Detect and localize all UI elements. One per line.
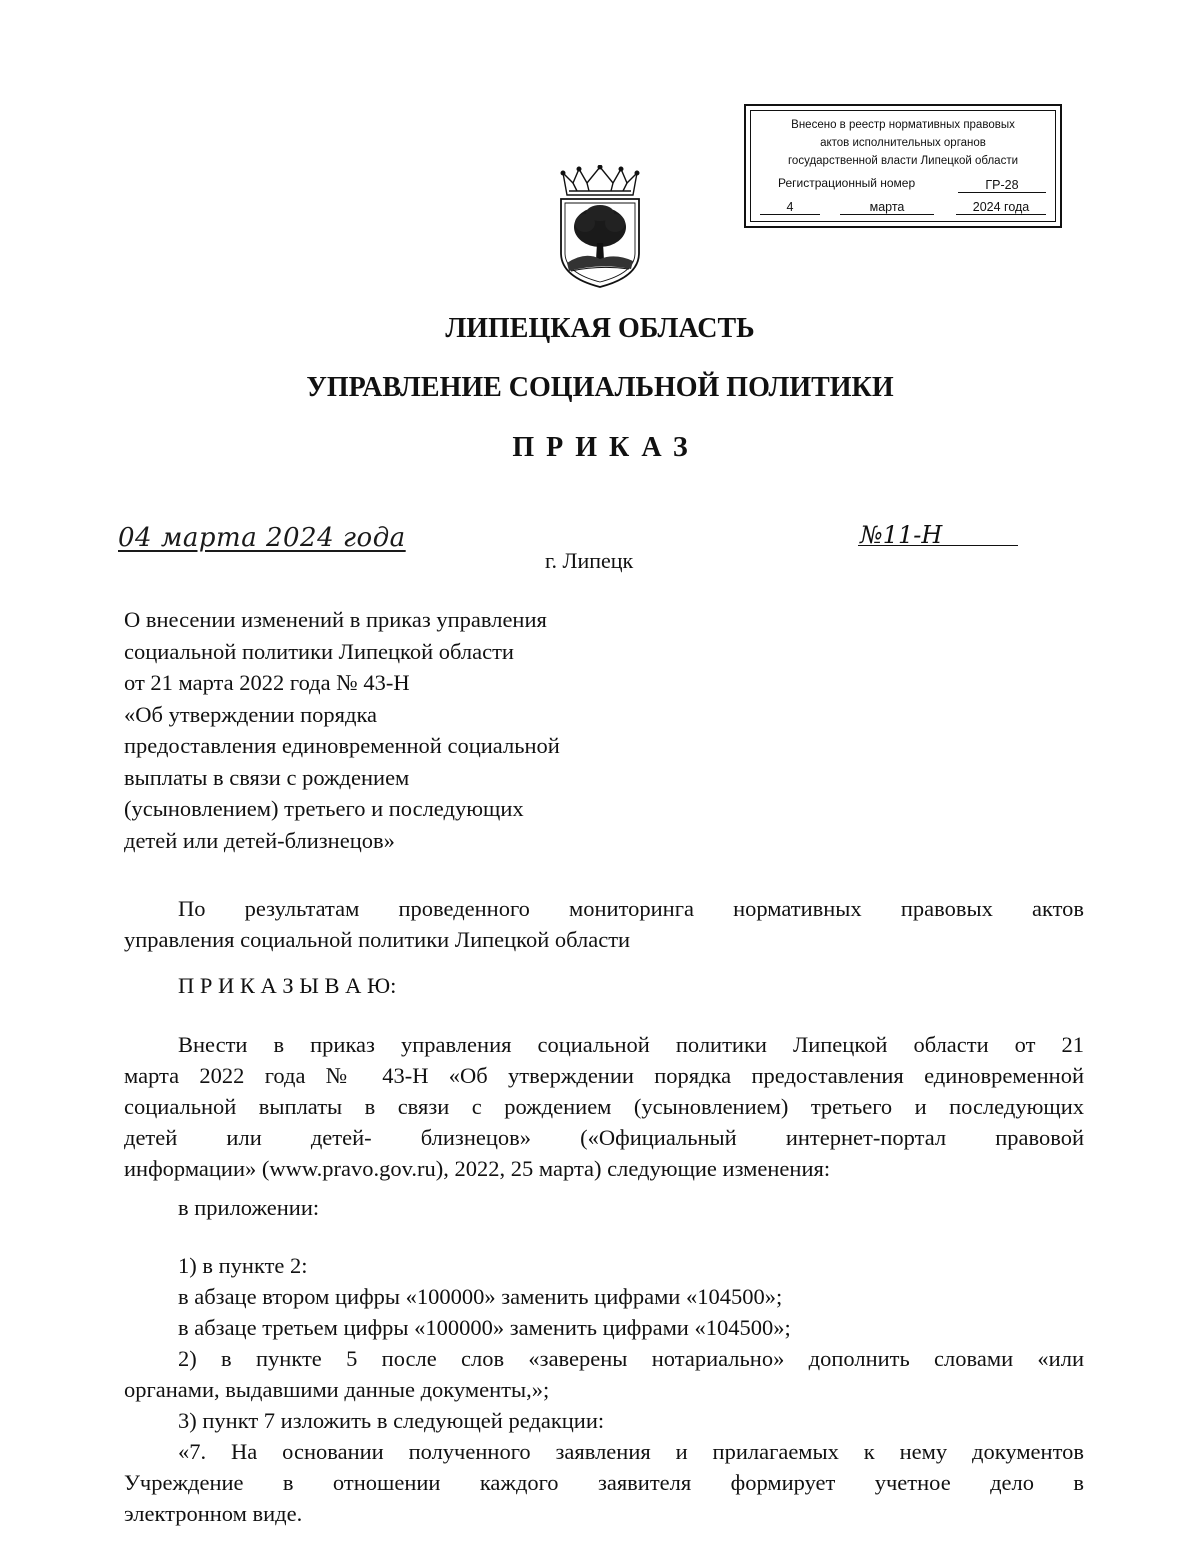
item-1-b: в абзаце третьем цифры «100000» заменить цифрами «104500»;	[178, 1315, 791, 1340]
appendix-label	[124, 1192, 1084, 1223]
subject-line: детей или детей-близнецов»	[124, 827, 395, 853]
region-heading: ЛИПЕЦКАЯ ОБЛАСТЬ	[445, 313, 755, 344]
intro-line-1: По результатам проведенного мониторинга нормативных правовых актов	[178, 896, 1084, 921]
subject-line: «Об утверждении порядка	[124, 701, 378, 727]
order-word	[124, 970, 1084, 1001]
subject-line: от 21 марта 2022 года № 43-Н	[124, 670, 410, 695]
item-7-line-1: «7. На основании полученного заявления и прилагаемых к нему документов	[178, 1439, 1084, 1464]
order-word-text: П Р И К А З Ы В А Ю:	[178, 973, 397, 998]
coat-of-arms-emblem	[555, 165, 645, 290]
stamp-line-2: актов исполнительных органов	[820, 137, 986, 149]
item-1: 1) в пункте 2:	[178, 1253, 308, 1278]
registry-stamp	[744, 104, 1062, 228]
item-2-line-2: органами, выдавшими данные документы,»;	[124, 1377, 550, 1402]
amendment-paragraph	[124, 1029, 1084, 1184]
amendment-items	[124, 1250, 1084, 1529]
order-subject	[124, 604, 664, 856]
subject-line: социальной политики Липецкой области	[124, 638, 514, 664]
item-1-a: в абзаце втором цифры «100000» заменить цифрами «104500»;	[178, 1284, 783, 1309]
subject-line: предоставления единовременной социальной	[124, 733, 560, 758]
handwritten-date-text: 04 марта 2024 года	[118, 523, 406, 553]
appendix-text: в приложении:	[178, 1195, 320, 1220]
stamp-line-1: Внесено в реестр нормативных правовых	[791, 119, 1015, 131]
shield-icon	[561, 199, 639, 287]
amend-line-4: детей или детей- близнецов» («Официальный интернет-портал правовой	[124, 1125, 1084, 1150]
amend-line-3: социальной выплаты в связи с рождением (усыновлением) третьего и последующих	[124, 1094, 1084, 1119]
item-3: 3) пункт 7 изложить в следующей редакции:	[178, 1408, 605, 1433]
item-7-line-3: электронном виде.	[124, 1501, 303, 1526]
department-heading: УПРАВЛЕНИЕ СОЦИАЛЬНОЙ ПОЛИТИКИ	[306, 372, 894, 403]
stamp-month: марта	[840, 200, 934, 215]
stamp-reg-label: Регистрационный номер	[778, 176, 916, 190]
handwritten-number: №11-Н	[858, 521, 1018, 546]
crown-icon	[561, 165, 639, 195]
stamp-year: 2024 года	[956, 200, 1046, 215]
doc-type-heading: ПРИКАЗ	[512, 432, 700, 463]
subject-line: (усыновлением) третьего и последующих	[124, 796, 524, 821]
subject-line: О внесении изменений в приказ управления	[124, 607, 547, 632]
amend-line-1: Внести в приказ управления социальной политики Липецкой области от 21	[178, 1032, 1084, 1057]
stamp-reg-number: ГР-28	[958, 178, 1046, 193]
handwritten-date	[118, 523, 406, 553]
intro-line-2: управления социальной политики Липецкой области	[124, 927, 631, 952]
item-7-line-2: Учреждение в отношении каждого заявителя формирует учетное дело в	[124, 1470, 1084, 1495]
subject-line: выплаты в связи с рождением	[124, 764, 410, 790]
amend-line-2: марта 2022 года № 43-Н «Об утверждении порядка предоставления единовременной	[124, 1063, 1084, 1088]
intro-paragraph	[124, 893, 1084, 955]
city-label: г. Липецк	[545, 548, 634, 573]
amend-line-5: информации» (www.pravo.gov.ru), 2022, 25 марта) следующие изменения:	[124, 1156, 831, 1181]
stamp-line-3: государственной власти Липецкой области	[787, 155, 1019, 167]
item-2-line-1: 2) в пункте 5 после слов «заверены нотариально» дополнить словами «или	[178, 1346, 1084, 1371]
stamp-day: 4	[760, 200, 820, 215]
